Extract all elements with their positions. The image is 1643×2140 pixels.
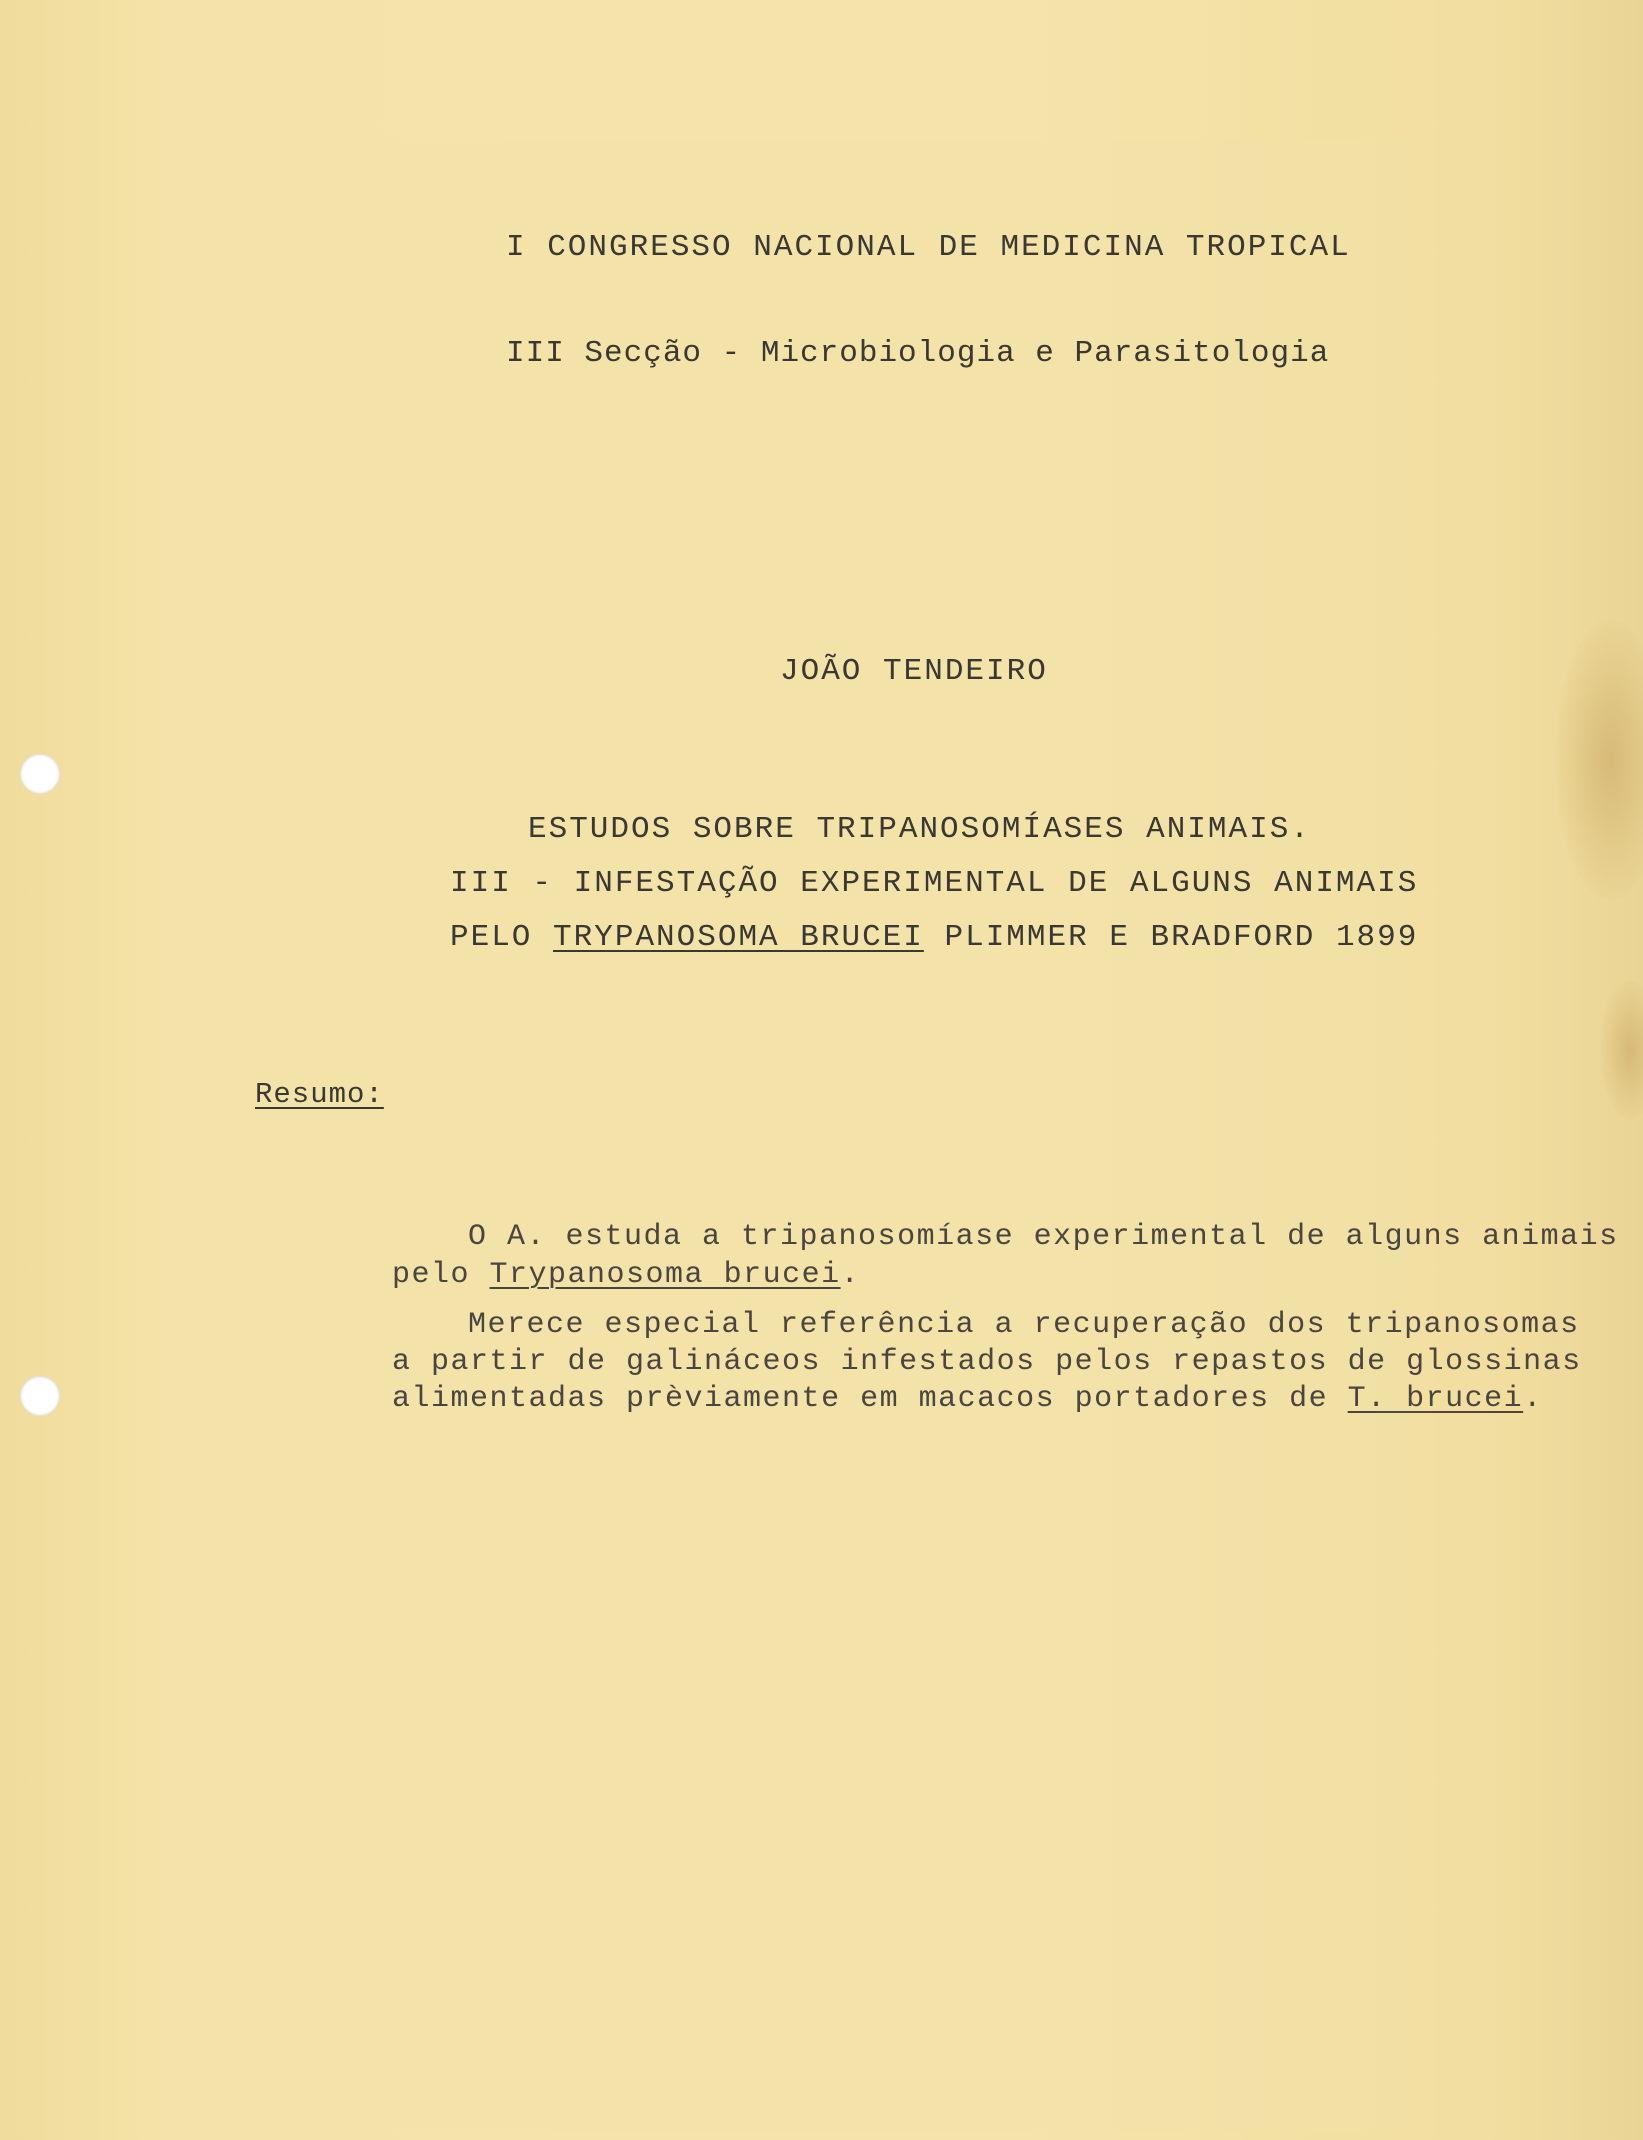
punch-hole-bottom [20,1376,60,1416]
punch-hole-top [20,754,60,794]
text-prefix: pelo [392,1258,471,1292]
text-suffix: . [840,1258,861,1292]
title-suffix: PLIMMER E BRADFORD 1899 [944,920,1419,955]
paper-title-line-1: ESTUDOS SOBRE TRIPANOSOMÍASES ANIMAIS. [528,812,1311,847]
abstract-p2-line-1: Merece especial referência a recuperação dos tripanosomas [468,1308,1580,1342]
title-prefix: PELO [450,920,533,955]
sheet-overlay [200,140,1410,2130]
species-name: Trypanosoma brucei [489,1258,841,1292]
section-heading: III Secção - Microbiologia e Parasitologia [506,336,1330,371]
text-prefix: alimentadas prèviamente em macacos portadores de [392,1382,1329,1416]
abstract-p2-line-2: a partir de galináceos infestados pelos repastos de glossinas [392,1345,1582,1379]
paper-title-line-2: III - INFESTAÇÃO EXPERIMENTAL DE ALGUNS ANIMAIS [450,866,1419,901]
abstract-p2-line-3 [392,1382,1543,1416]
text-suffix: . [1523,1382,1543,1416]
species-name: T. brucei [1347,1382,1524,1416]
abstract-label: Resumo: [255,1078,384,1111]
species-name: TRYPANOSOMA BRUCEI [553,920,924,955]
congress-heading: I CONGRESSO NACIONAL DE MEDICINA TROPICAL [506,230,1351,265]
author-name: JOÃO TENDEIRO [780,654,1048,689]
abstract-p1-line-1: O A. estuda a tripanosomíase experimental de alguns animais [468,1220,1619,1254]
abstract-p1-line-2 [392,1258,860,1292]
paper-title-line-3 [450,920,1418,955]
